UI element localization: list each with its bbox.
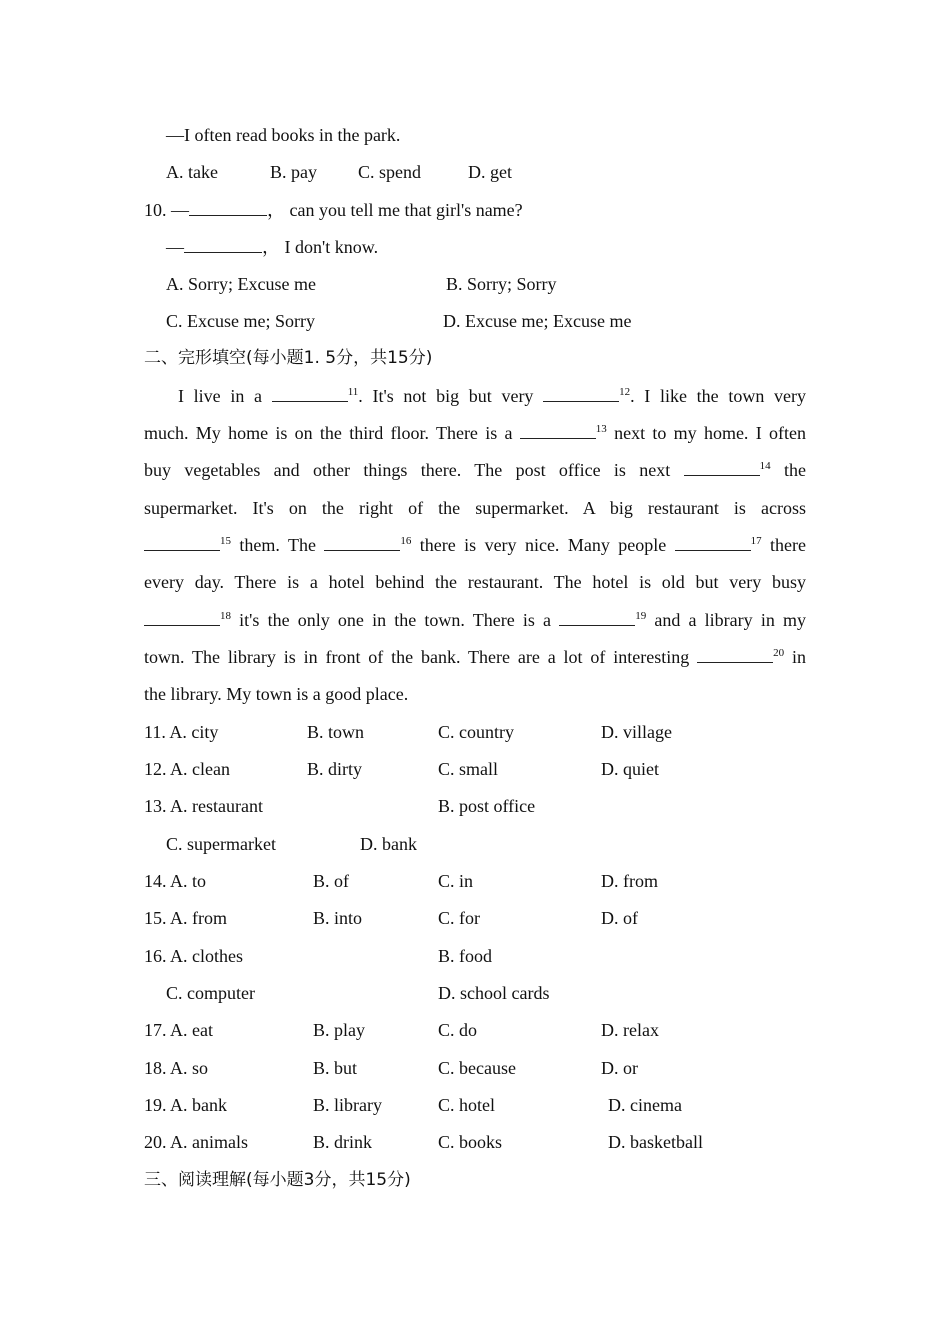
blank-14 bbox=[684, 461, 760, 476]
q9-option-c: C. spend bbox=[358, 162, 421, 182]
q15-option-d: D. of bbox=[601, 908, 638, 928]
q18-option-b: B. but bbox=[313, 1058, 358, 1078]
q10-number: 10. — bbox=[144, 200, 189, 220]
passage-line-9: the library. My town is a good place. bbox=[144, 684, 409, 704]
q11-option-c: C. country bbox=[438, 722, 514, 742]
q15-option-c: C. for bbox=[438, 908, 480, 928]
q9-option-b: B. pay bbox=[270, 162, 317, 182]
q11-option-a: 11. A. city bbox=[144, 722, 219, 742]
q20-option-d: D. basketball bbox=[608, 1132, 703, 1152]
blank-15 bbox=[144, 536, 220, 551]
q10-option-b: B. Sorry; Sorry bbox=[446, 274, 557, 294]
q17-option-b: B. play bbox=[313, 1020, 365, 1040]
blank-17 bbox=[675, 536, 751, 551]
blank-19 bbox=[559, 611, 635, 626]
q16-option-c: C. computer bbox=[166, 983, 255, 1003]
section-3-title: 三、阅读理解(每小题3分，共15分) bbox=[144, 1170, 411, 1190]
section-2-title: 二、完形填空(每小题1. 5分，共15分) bbox=[144, 348, 433, 368]
passage-line-2: much. My home is on the third floor. There is a $^{13}$ next to my home. I often bbox=[144, 423, 806, 443]
q12-option-a: 12. A. clean bbox=[144, 759, 230, 779]
q13-option-d: D. bank bbox=[360, 834, 417, 854]
q17-option-d: D. relax bbox=[601, 1020, 659, 1040]
q14-option-d: D. from bbox=[601, 871, 658, 891]
q11-option-b: B. town bbox=[307, 722, 365, 742]
blank-16 bbox=[324, 536, 400, 551]
q12-option-b: B. dirty bbox=[307, 759, 363, 779]
passage-line-1: I live in a $^{11}$. It's not big but very $^{12}$. I like the town very bbox=[178, 386, 806, 406]
q16-option-b: B. food bbox=[438, 946, 492, 966]
q18-option-d: D. or bbox=[601, 1058, 638, 1078]
q14-option-a: 14. A. to bbox=[144, 871, 207, 891]
q16-option-d: D. school cards bbox=[438, 983, 550, 1003]
passage-line-8: town. The library is in front of the bank. There are a lot of interesting $^{20}$ in bbox=[144, 647, 806, 667]
q10-blank-2 bbox=[184, 238, 262, 253]
q10-line1 bbox=[144, 200, 523, 220]
q18-option-c: C. because bbox=[438, 1058, 516, 1078]
q20-option-c: C. books bbox=[438, 1132, 503, 1152]
q9-reply: —I often read books in the park. bbox=[166, 125, 401, 145]
q19-option-a: 19. A. bank bbox=[144, 1095, 227, 1115]
q10-line2 bbox=[166, 237, 378, 257]
q9-option-a: A. take bbox=[166, 162, 218, 182]
q10-option-a: A. Sorry; Excuse me bbox=[166, 274, 316, 294]
q12-option-d: D. quiet bbox=[601, 759, 659, 779]
q14-option-b: B. of bbox=[313, 871, 349, 891]
q15-option-a: 15. A. from bbox=[144, 908, 227, 928]
q12-option-c: C. small bbox=[438, 759, 499, 779]
passage-line-7: $^{18}$ it's the only one in the town. There is a $^{19}$ and a library in my bbox=[144, 610, 806, 630]
q14-option-c: C. in bbox=[438, 871, 474, 891]
q13-option-b: B. post office bbox=[438, 796, 536, 816]
q19-option-d: D. cinema bbox=[608, 1095, 682, 1115]
q13-option-c: C. supermarket bbox=[166, 834, 276, 854]
q17-option-c: C. do bbox=[438, 1020, 478, 1040]
blank-13 bbox=[520, 424, 596, 439]
q10-line2-prefix: — bbox=[166, 237, 184, 257]
q10-option-d: D. Excuse me; Excuse me bbox=[443, 311, 632, 331]
q18-option-a: 18. A. so bbox=[144, 1058, 209, 1078]
passage-line-4: supermarket. It's on the right of the supermarket. A big restaurant is across bbox=[144, 498, 806, 518]
q20-option-a: 20. A. animals bbox=[144, 1132, 248, 1152]
q13-option-a: 13. A. restaurant bbox=[144, 796, 263, 816]
q9-option-d: D. get bbox=[468, 162, 512, 182]
passage-line-3: buy vegetables and other things there. The post office is next $^{14}$ the bbox=[144, 460, 806, 480]
q10-line1-text: ， can you tell me that girl's name? bbox=[267, 200, 523, 220]
q17-option-a: 17. A. eat bbox=[144, 1020, 213, 1040]
blank-20 bbox=[697, 648, 773, 663]
blank-12 bbox=[543, 387, 619, 402]
passage-line-5: $^{15}$ them. The $^{16}$ there is very nice. Many people $^{17}$ there bbox=[144, 535, 806, 555]
q10-option-c: C. Excuse me; Sorry bbox=[166, 311, 315, 331]
q10-line2-text: ， I don't know. bbox=[262, 237, 379, 257]
q15-option-b: B. into bbox=[313, 908, 363, 928]
q16-option-a: 16. A. clothes bbox=[144, 946, 243, 966]
q11-option-d: D. village bbox=[601, 722, 672, 742]
passage-line-6: every day. There is a hotel behind the restaurant. The hotel is old but very busy bbox=[144, 572, 806, 592]
blank-11 bbox=[272, 387, 348, 402]
q19-option-c: C. hotel bbox=[438, 1095, 495, 1115]
q10-blank-1 bbox=[189, 201, 267, 216]
blank-18 bbox=[144, 611, 220, 626]
q20-option-b: B. drink bbox=[313, 1132, 373, 1152]
q19-option-b: B. library bbox=[313, 1095, 382, 1115]
